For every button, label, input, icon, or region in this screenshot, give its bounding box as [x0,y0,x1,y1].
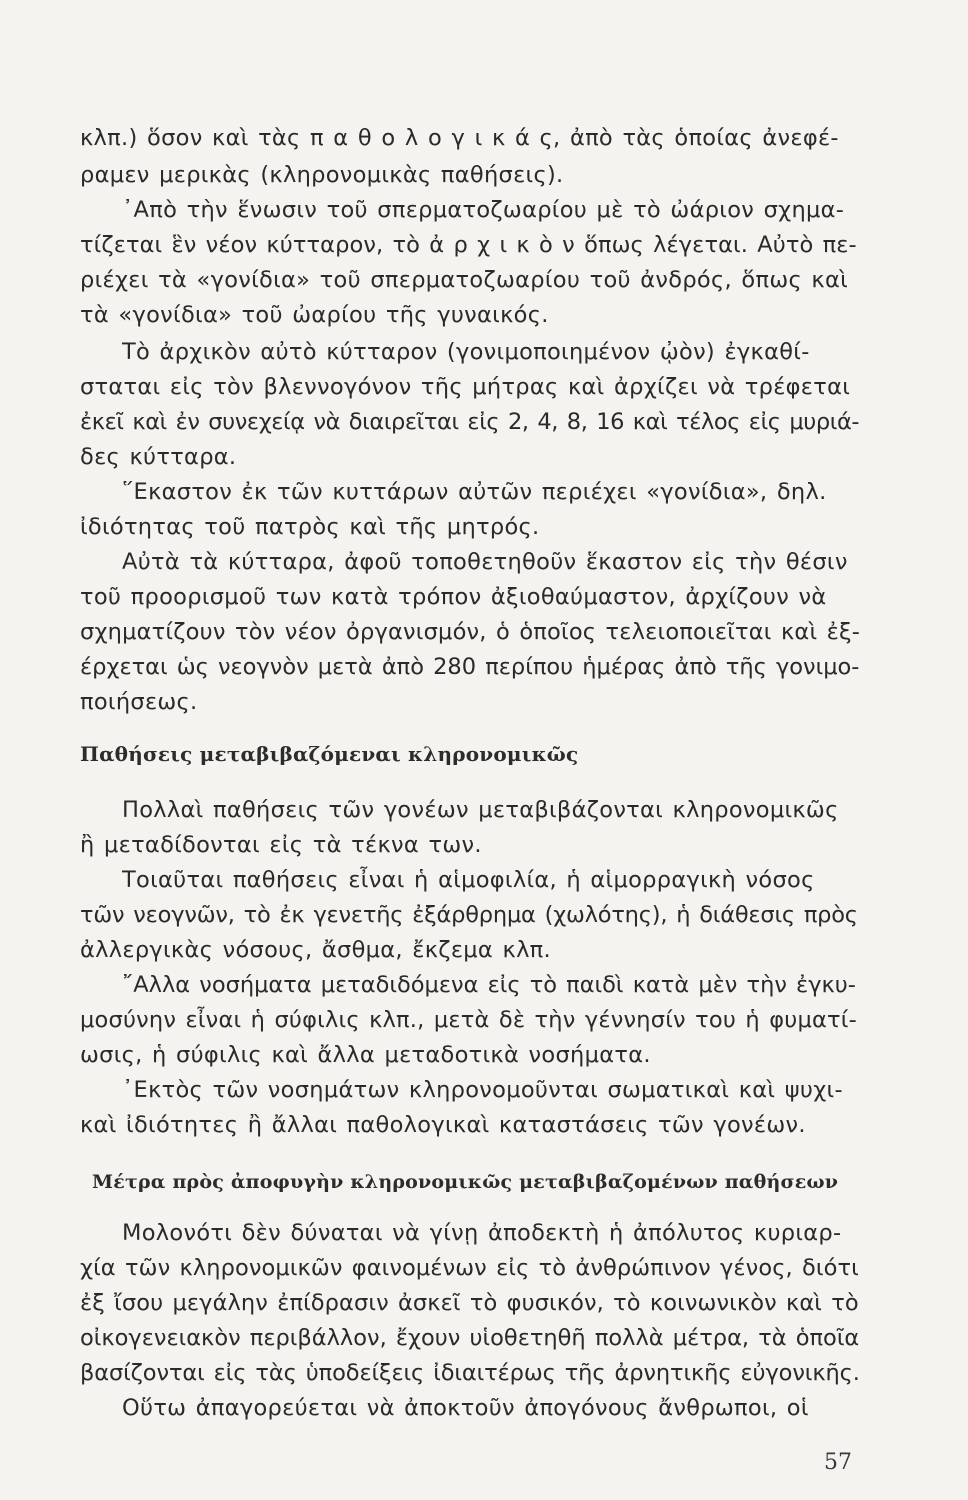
text-line: ἐκεῖ καὶ ἐν συνεχείᾳ νὰ διαιρεῖται εἰς 2, 4, 8, 16 καὶ τέλος εἰς μυριά- [80,409,860,435]
text-line: οἰκογενειακὸν περιβάλλον, ἔχουν υἱοθετηθῆ πολλὰ μέτρα, τὰ ὁποῖα [80,1325,860,1351]
text-line: ἰδιότητας τοῦ πατρὸς καὶ τῆς μητρός. [80,514,540,540]
text-line: βασίζονται εἰς τὰς ὑποδείξεις ἰδιαιτέρως τῆς ἀρνητικῆς εὐγονικῆς. [80,1360,860,1386]
text-line: ριέχει τὰ «γονίδια» τοῦ σπερματοζωαρίου τοῦ ἀνδρός, ὅπως καὶ [80,267,849,293]
page-number: 57 [824,1450,852,1475]
text-line: έρχεται ὡς νεογνὸν μετὰ ἀπὸ 280 περίπου ἡμέρας ἀπὸ τῆς γονιμο- [80,654,860,680]
text-line: τοῦ προορισμοῦ των κατὰ τρόπον ἀξιοθαύμαστον, ἀρχίζουν νὰ [80,584,827,610]
text-line: τίζεται ἓν νέον κύτταρον, τὸ ἀ ρ χ ι κ ὸ ν ὅπως λέγεται. Αὐτὸ πε- [80,232,857,258]
text-line: ραμεν μερικὰς (κληρονομικὰς παθήσεις). [80,162,564,188]
text-line: ᾿Εκτὸς τῶν νοσημάτων κληρονομοῦνται σωματικαὶ καὶ ψυχι- [122,1077,843,1103]
text-line: ἐξ ἴσου μεγάλην ἐπίδρασιν ἀσκεῖ τὸ φυσικόν, τὸ κοινωνικὸν καὶ τὸ [80,1290,859,1316]
text-line: ποιήσεως. [80,689,198,715]
text-line: τῶν νεογνῶν, τὸ ἐκ γενετῆς ἐξάρθρημα (χωλότης), ἡ διάθεσις πρὸς [80,902,858,928]
text-line: ἀλλεργικὰς νόσους, ἄσθμα, ἔκζεμα κλπ. [80,937,551,963]
text-line: ωσις, ἡ σύφιλις καὶ ἄλλα μεταδοτικὰ νοσήματα. [80,1042,651,1068]
section-heading: Παθήσεις μεταβιβαζόμεναι κληρονομικῶς [80,742,579,766]
text-line: χία τῶν κληρονομικῶν φαινομένων εἰς τὸ ἀνθρώπινον γένος, διότι [80,1255,859,1281]
text-line: Τὸ ἀρχικὸν αὐτὸ κύτταρον (γονιμοποιημένον ᾠὸν) ἐγκαθί- [122,339,810,365]
text-line: ῞Εκαστον ἐκ τῶν κυττάρων αὐτῶν περιέχει «γονίδια», δηλ. [122,479,827,505]
section-heading: Μέτρα πρὸς ἀποφυγὴν κληρονομικῶς μεταβιβαζομένων παθήσεων [92,1171,839,1193]
text-line: μοσύνην εἶναι ἡ σύφιλις κλπ., μετὰ δὲ τὴν γέννησίν του ἡ φυματί- [80,1007,857,1033]
text-line: ῎Αλλα νοσήματα μεταδιδόμενα εἰς τὸ παιδὶ κατὰ μὲν τὴν ἐγκυ- [122,972,856,998]
text-line: Τοιαῦται παθήσεις εἶναι ἡ αἱμοφιλία, ἡ αἱμορραγικὴ νόσος [122,867,815,893]
text-line: καὶ ἰδιότητες ἢ ἄλλαι παθολογικαὶ καταστάσεις τῶν γονέων. [80,1112,806,1138]
text-line: σχηματίζουν τὸν νέον ὀργανισμόν, ὁ ὁποῖος τελειοποιεῖται καὶ ἐξ- [80,619,860,645]
text-line: Μολονότι δὲν δύναται νὰ γίνῃ ἀποδεκτὴ ἡ ἀπόλυτος κυριαρ- [122,1220,842,1246]
text-line: κλπ.) ὅσον καὶ τὰς π α θ ο λ ο γ ι κ ά ς, ἀπὸ τὰς ὁποίας ἀνεφέ- [80,125,839,151]
text-line: δες κύτταρα. [80,444,237,470]
text-line: Οὕτω ἀπαγορεύεται νὰ ἀποκτοῦν ἀπογόνους ἄνθρωποι, οἱ [122,1395,809,1421]
text-line: Πολλαὶ παθήσεις τῶν γονέων μεταβιβάζονται κληρονομικῶς [122,797,839,823]
text-line: σταται εἰς τὸν βλεννογόνον τῆς μήτρας καὶ ἀρχίζει νὰ τρέφεται [80,374,851,400]
text-line: ἢ μεταδίδονται εἰς τὰ τέκνα των. [80,832,482,858]
text-line: τὰ «γονίδια» τοῦ ὠαρίου τῆς γυναικός. [80,302,549,328]
text-line: ᾿Απὸ τὴν ἕνωσιν τοῦ σπερματοζωαρίου μὲ τὸ ὠάριον σχημα- [122,197,845,223]
text-line: Αὐτὰ τὰ κύτταρα, ἀφοῦ τοποθετηθοῦν ἕκαστον εἰς τὴν θέσιν [122,549,848,575]
